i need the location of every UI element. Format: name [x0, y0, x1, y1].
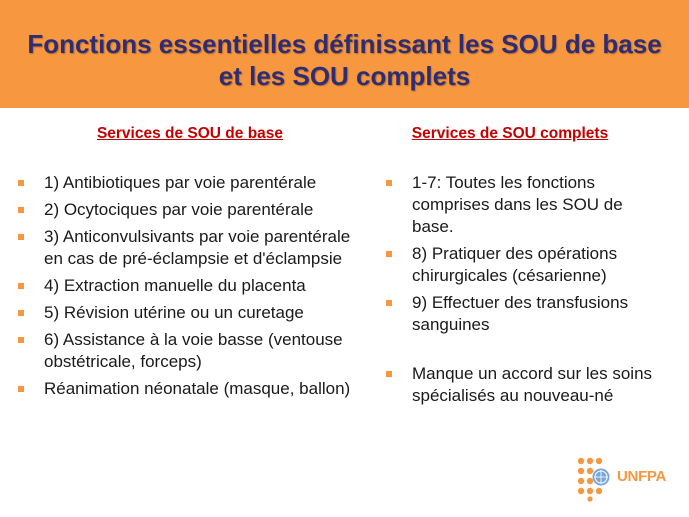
list-item: [18, 378, 363, 400]
bullet-icon: [18, 180, 24, 186]
list-item-text: 6) Assistance à la voie basse (ventouse obstétricale, forceps): [44, 330, 343, 371]
bullet-icon: [18, 283, 24, 289]
list-item: [18, 302, 363, 324]
list-item: [386, 243, 656, 287]
list-item-text: 9) Effectuer des transfusions sanguines: [412, 293, 629, 334]
list-item-text: 1) Antibiotiques par voie parentérale: [44, 173, 317, 192]
list-item-text: 8) Pratiquer des opérations chirurgicales (césarienne): [412, 244, 618, 285]
left-column-heading: Services de SOU de base: [96, 125, 284, 142]
list-item: [18, 172, 363, 194]
bullet-icon: [18, 337, 24, 343]
dots-icon: [577, 456, 617, 502]
list-item-text: 3) Anticonvulsivants par voie parentérale en cas de pré-éclampsie et d'éclampsie: [44, 227, 351, 268]
list-item: [18, 329, 363, 373]
unfpa-logo: [577, 456, 677, 502]
list-item-text: 1-7: Toutes les fonctions comprises dans les SOU de base.: [412, 173, 623, 236]
bullet-icon: [18, 310, 24, 316]
right-column-heading: Services de SOU complets: [411, 125, 609, 142]
list-item: [18, 199, 363, 221]
list-item-text: 5) Révision utérine ou un curetage: [44, 303, 304, 322]
bullet-icon: [386, 180, 392, 186]
list-item: [386, 172, 656, 238]
basic-services-list: [18, 172, 363, 405]
bullet-icon: [18, 386, 24, 392]
bullet-icon: [386, 251, 392, 257]
list-item-text: Réanimation néonatale (masque, ballon): [44, 379, 351, 398]
list-item-text: 4) Extraction manuelle du placenta: [44, 276, 306, 295]
bullet-icon: [386, 300, 392, 306]
list-item: [18, 275, 363, 297]
list-item: [18, 226, 363, 270]
list-item-text: Manque un accord sur les soins spécialisés au nouveau-né: [412, 364, 653, 405]
bullet-icon: [18, 207, 24, 213]
bullet-icon: [18, 234, 24, 240]
bullet-icon: [386, 371, 392, 377]
complete-services-list: [386, 172, 656, 412]
list-item: [386, 363, 656, 407]
list-item-text: 2) Ocytociques par voie parentérale: [44, 200, 314, 219]
list-item: [386, 292, 656, 336]
slide-title: Fonctions essentielles définissant les SOU de base et les SOU complets: [27, 29, 662, 91]
logo-text: UNFPA: [617, 468, 667, 485]
